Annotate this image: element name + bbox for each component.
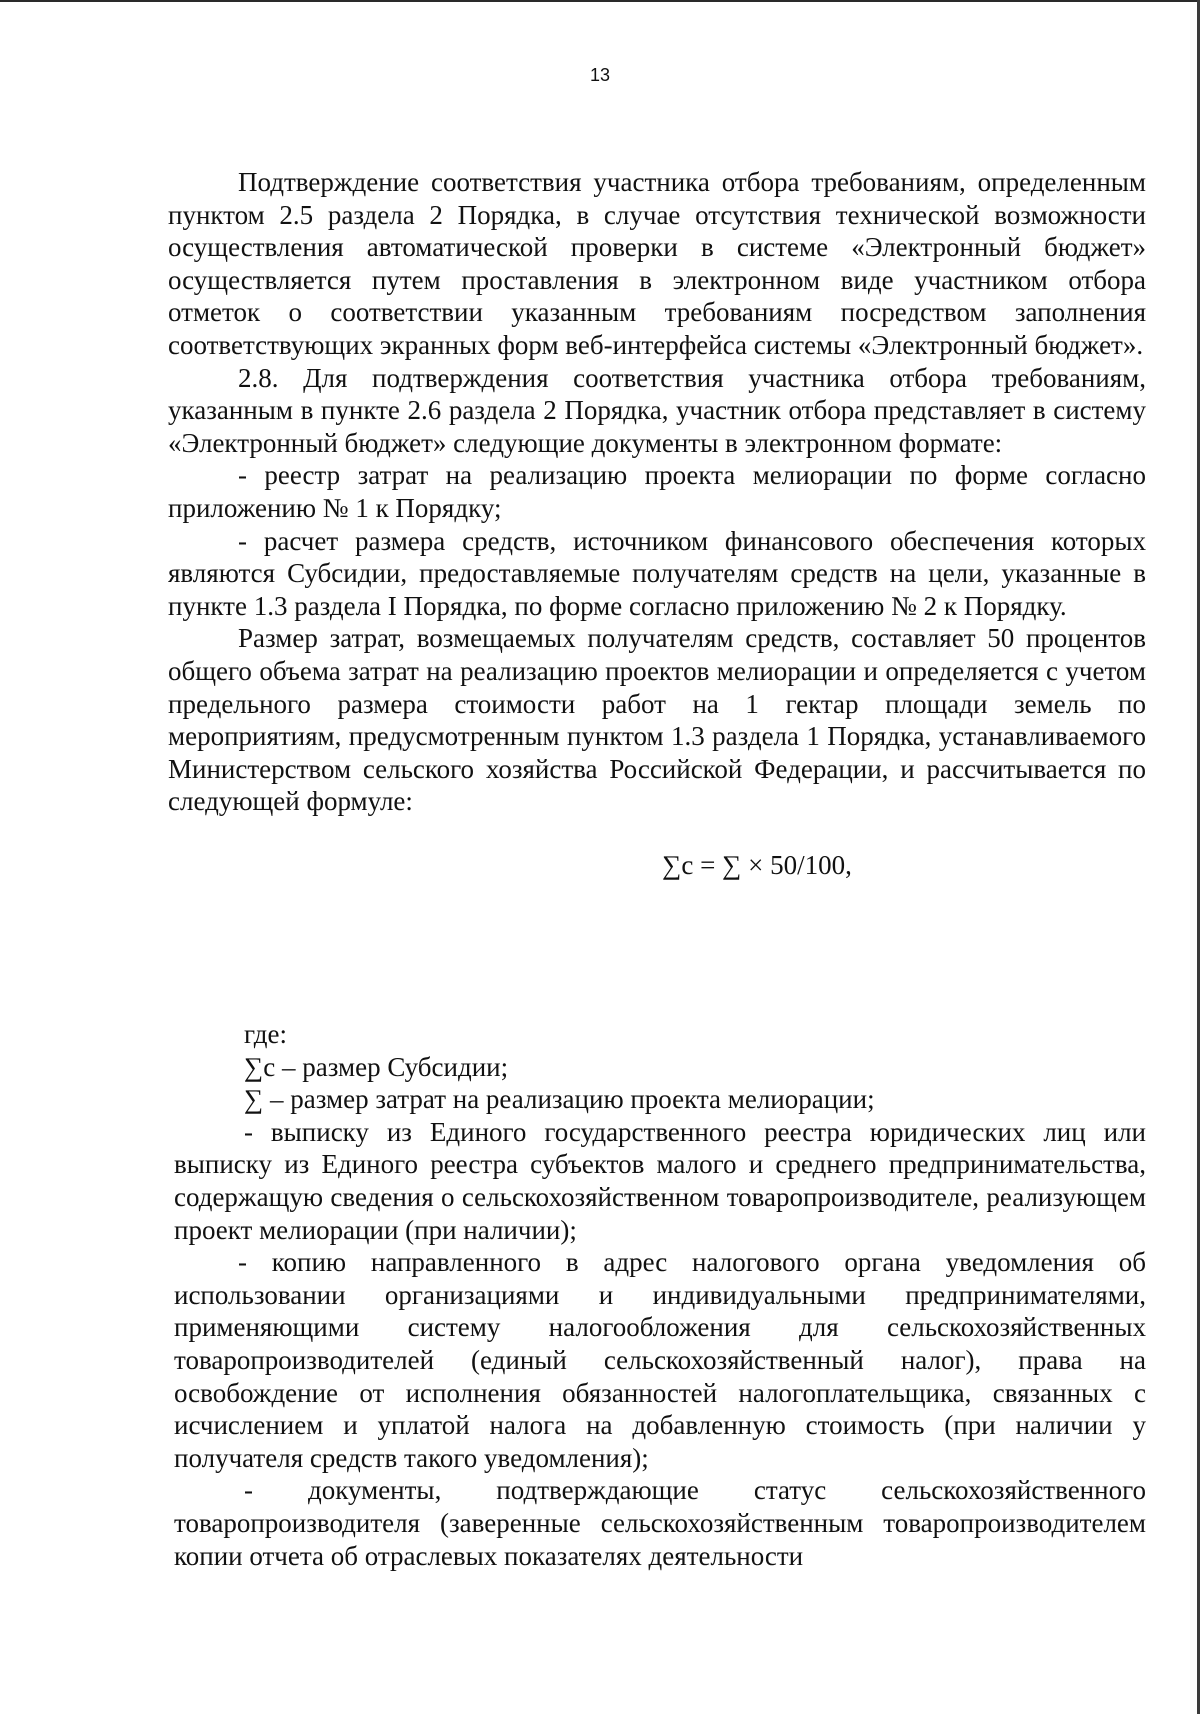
paragraph-tax-notice: - копию направленного в адрес налогового органа уведомления об использовании организациями и индивидуальными предпринимателями, применяющими систему налогообложения для сельскохозяйственных товаропроизводителей (единый сельскохозяйственный налог), права на освобождение от исполнения обязанностей налогоплательщика, связанных с исчислением и уплатой налога на добавленную стоимость (при наличии у получателя средств такого уведомления); xyxy=(174,1247,1146,1473)
body-text-upper xyxy=(168,166,1146,924)
paragraph-confirmation: Подтверждение соответствия участника отбора требованиям, определенным пунктом 2.5 раздела 2 Порядка, в случае отсутствия технической возможности осуществления автоматической проверки в системе «Электронный бюджет» осуществляется путем проставления в электронном виде участником отбора отметок о соответствии указанным требованиям посредством заполнения соответствующих экранных форм веб-интерфейса системы «Электронный бюджет». xyxy=(168,167,1146,360)
scan-edge-top xyxy=(0,0,1200,2)
formula: ∑с = ∑ × 50/100, xyxy=(662,849,852,880)
paragraph-calculation: - расчет размера средств, источником финансового обеспечения которых являются Субсидии, предоставляемые получателям средств на цели, указанные в пункте 1.3 раздела I Порядка, по форме согласно приложению № 2 к Порядку. xyxy=(168,525,1146,621)
body-text-lower xyxy=(174,1018,1146,1572)
paragraph-registry-extract: - выписку из Единого государственного реестра юридических лиц или выписку из Единого реестра субъектов малого и среднего предпринимательства, содержащую сведения о сельскохозяйственном товаропроизводителе, реализующем проект мелиорации (при наличии); xyxy=(174,1116,1146,1245)
paragraph-cost-size: Размер затрат, возмещаемых получателям средств, составляет 50 процентов общего объема затрат на реализацию проектов мелиорации и определяется с учетом предельного размера стоимости работ на 1 гектар площади земель по мероприятиям, предусмотренным пунктом 1.3 раздела 1 Порядка, устанавливаемого Министерством сельского хозяйства Российской Федерации, и рассчитывается по следующей формуле: xyxy=(168,623,1146,817)
paragraph-2-8: 2.8. Для подтверждения соответствия участника отбора требованиям, указанным в пункте 2.6 раздела 2 Порядка, участник отбора представляет в систему «Электронный бюджет» следующие документы в электронном формате: xyxy=(168,362,1146,458)
paragraph-status-documents: - документы, подтверждающие статус сельскохозяйственного товаропроизводителя (заверенные сельскохозяйственным товаропроизводителем копии отчета об отраслевых показателях деятельности xyxy=(174,1475,1146,1571)
paragraph-where: где: xyxy=(244,1019,287,1049)
paragraph-costs-def: ∑ – размер затрат на реализацию проекта мелиорации; xyxy=(244,1084,875,1115)
page-number: 13 xyxy=(589,65,611,85)
paragraph-subsidy-def: ∑с – размер Субсидии; xyxy=(244,1051,509,1082)
paragraph-cost-register: - реестр затрат на реализацию проекта мелиорации по форме согласно приложению № 1 к Порядку; xyxy=(168,460,1146,523)
